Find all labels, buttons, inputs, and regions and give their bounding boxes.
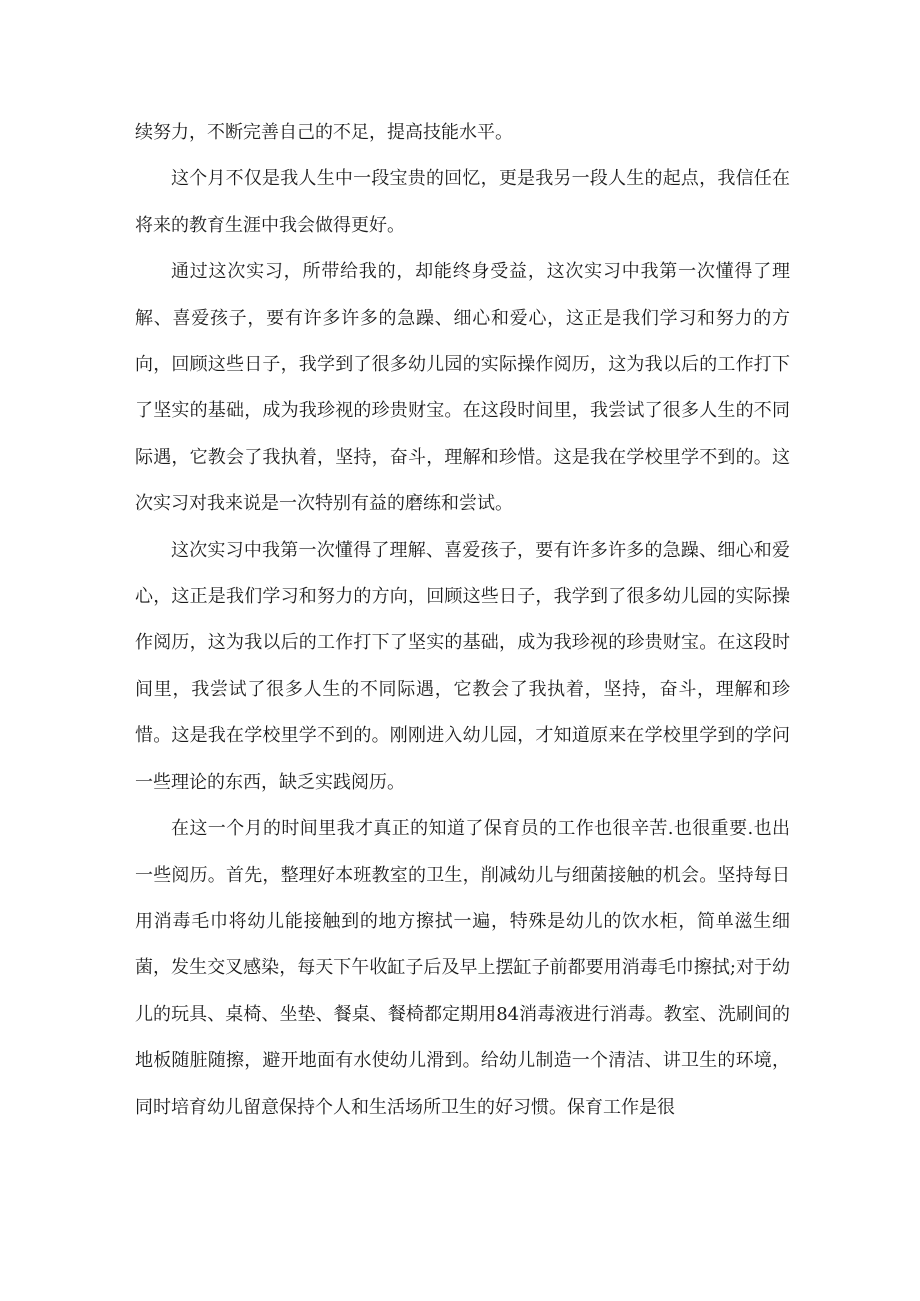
paragraph-3: 通过这次实习，所带给我的，却能终身受益，这次实习中我第一次懂得了理解、喜爱孩子，要有许多许多的急躁、细心和爱心，这正是我们学习和努力的方向，回顾这些日子，我学到了很多幼儿园的实际操作阅历，这为我以后的工作打下了坚实的基础，成为我珍视的珍贵财宝。在这段时间里，我尝试了很多人生的不同际遇，它教会了我执着，坚持，奋斗，理解和珍惜。这是我在学校里学不到的。这次实习对我来说是一次特别有益的磨练和尝试。 [135,261,790,515]
paragraph-5: 在这一个月的时间里我才真正的知道了保育员的工作也很辛苦.也很重要.也出一些阅历。首先，整理好本班教室的卫生，削减幼儿与细菌接触的机会。坚持每日用消毒毛巾将幼儿能接触到的地方擦拭一遍，特殊是幼儿的饮水柜，简单滋生细菌，发生交叉感染，每天下午收缸子后及早上摆缸子前都要用消毒毛巾擦拭;对于幼儿的玩具、桌椅、坐垫、餐桌、餐椅都定期用84消毒液进行消毒。教室、洗刷间的地板随脏随擦，避开地面有水使幼儿滑到。给幼儿制造一个清洁、讲卫生的环境，同时培育幼儿留意保持个人和生活场所卫生的好习惯。保育工作是很 [135,818,790,1118]
paragraph-2: 这个月不仅是我人生中一段宝贵的回忆，更是我另一段人生的起点，我信任在将来的教育生涯中我会做得更好。 [135,168,790,236]
paragraph-4: 这次实习中我第一次懂得了理解、喜爱孩子，要有许多许多的急躁、细心和爱心，这正是我们学习和努力的方向，回顾这些日子，我学到了很多幼儿园的实际操作阅历，这为我以后的工作打下了坚实的基础，成为我珍视的珍贵财宝。在这段时间里，我尝试了很多人生的不同际遇，它教会了我执着，坚持，奋斗，理解和珍惜。这是我在学校里学不到的。刚刚进入幼儿园，才知道原来在学校里学到的学问一些理论的东西，缺乏实践阅历。 [135,539,790,793]
paragraph-1: 续努力，不断完善自己的不足，提高技能水平。 [135,122,513,143]
document-body [135,110,790,1131]
